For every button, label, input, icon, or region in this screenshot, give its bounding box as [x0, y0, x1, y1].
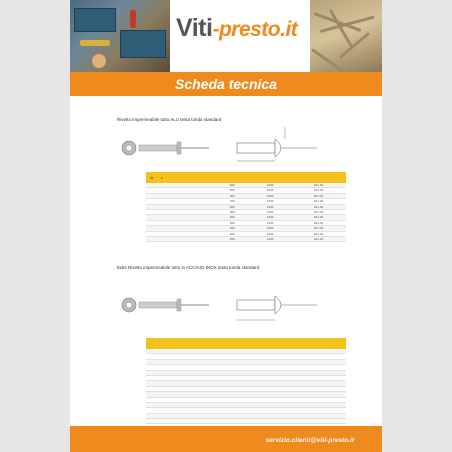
table-cell: 021-04 — [291, 231, 346, 236]
table-cell — [226, 419, 246, 424]
datasheet-page — [70, 0, 382, 452]
table-cell — [146, 419, 166, 424]
table-cell — [246, 419, 266, 424]
table-cell: 250 — [215, 220, 249, 225]
table-cell — [196, 237, 206, 242]
table-header-cell — [186, 338, 206, 349]
screws-photo — [310, 0, 382, 72]
table-cell: 1000 — [249, 183, 291, 188]
table-cell: 021-04 — [291, 183, 346, 188]
table-cell — [206, 237, 216, 242]
rivet-diagram-2 — [117, 290, 347, 330]
table-cell — [157, 237, 167, 242]
toolbox-photo — [70, 0, 170, 72]
table-header-cell — [166, 338, 186, 349]
table-cell: 021-04 — [291, 220, 346, 225]
table-cell: 021-04 — [291, 193, 346, 198]
table-cell: 1000 — [249, 193, 291, 198]
footer-band — [70, 426, 382, 452]
table-cell: 1000 — [249, 210, 291, 215]
spec-table-2 — [146, 338, 346, 424]
table-header-cell — [326, 338, 346, 349]
table-cell: 021-04 — [291, 237, 346, 242]
table-header-cell — [215, 172, 249, 183]
table-cell: 500 — [215, 183, 249, 188]
table-cell: 1000 — [249, 215, 291, 220]
brand-logo — [176, 14, 306, 54]
table-header-cell — [167, 172, 177, 183]
table-cell: 1000 — [249, 226, 291, 231]
table-cell: 1000 — [249, 231, 291, 236]
table-cell: 500 — [215, 204, 249, 209]
table-cell — [266, 419, 286, 424]
rivet-diagram-1 — [117, 125, 347, 165]
table-cell: 021-04 — [291, 204, 346, 209]
table-header-cell — [206, 338, 226, 349]
table-header-cell — [291, 172, 346, 183]
table-header-cell — [286, 338, 306, 349]
table-cell — [146, 237, 157, 242]
table-header-cell — [177, 172, 187, 183]
page-title: Scheda tecnica — [175, 76, 277, 92]
spec-table-1 — [146, 172, 346, 242]
table-header-cell — [249, 172, 291, 183]
table-cell: 500 — [215, 193, 249, 198]
table-cell — [166, 419, 186, 424]
section-title-2: 8x54 Rivetto impermeabile tutto in ACCIAIO INOX testa tonda standard — [117, 265, 260, 270]
table-cell: 750 — [215, 199, 249, 204]
table-cell: 021-04 — [291, 199, 346, 204]
table-cell: 1000 — [249, 188, 291, 193]
table-cell — [186, 419, 206, 424]
table-header-cell — [226, 338, 246, 349]
table-cell — [167, 237, 177, 242]
table-cell: 1000 — [249, 237, 291, 242]
table-cell — [177, 237, 187, 242]
table-cell: 021-04 — [291, 215, 346, 220]
table-header-cell — [266, 338, 286, 349]
table-cell — [326, 419, 346, 424]
table-cell: 250 — [215, 226, 249, 231]
table-cell: 021-04 — [291, 188, 346, 193]
table-header-cell: Ø — [146, 172, 157, 183]
header-banner — [70, 0, 382, 92]
table-row — [146, 237, 346, 242]
table-cell: 021-04 — [291, 226, 346, 231]
table-header-cell — [186, 172, 196, 183]
table-row — [146, 419, 346, 424]
brand-accent: -presto.it — [212, 18, 298, 41]
table-header-cell: L — [157, 172, 167, 183]
table-cell — [286, 419, 306, 424]
table-header-cell — [306, 338, 326, 349]
section-title-1: Rivetto impermeabile tutto ALU testa tonda standard — [117, 117, 222, 122]
contact-email: servizio.clienti@viti-presto.it — [265, 437, 354, 444]
table-header-cell — [196, 172, 206, 183]
table-cell: 500 — [215, 210, 249, 215]
table-cell: 500 — [215, 188, 249, 193]
table-cell — [186, 237, 196, 242]
table-cell: 250 — [215, 215, 249, 220]
table-cell: 250 — [215, 231, 249, 236]
brand-name: Viti — [176, 14, 213, 42]
table-cell: 021-04 — [291, 210, 346, 215]
table-cell: 1000 — [249, 199, 291, 204]
table-header-cell — [246, 338, 266, 349]
table-header-cell — [146, 338, 166, 349]
table-cell: 1000 — [249, 220, 291, 225]
table-header-cell — [206, 172, 216, 183]
table-cell: 1000 — [249, 204, 291, 209]
table-cell — [206, 419, 226, 424]
table-cell: 250 — [215, 237, 249, 242]
table-cell — [306, 419, 326, 424]
